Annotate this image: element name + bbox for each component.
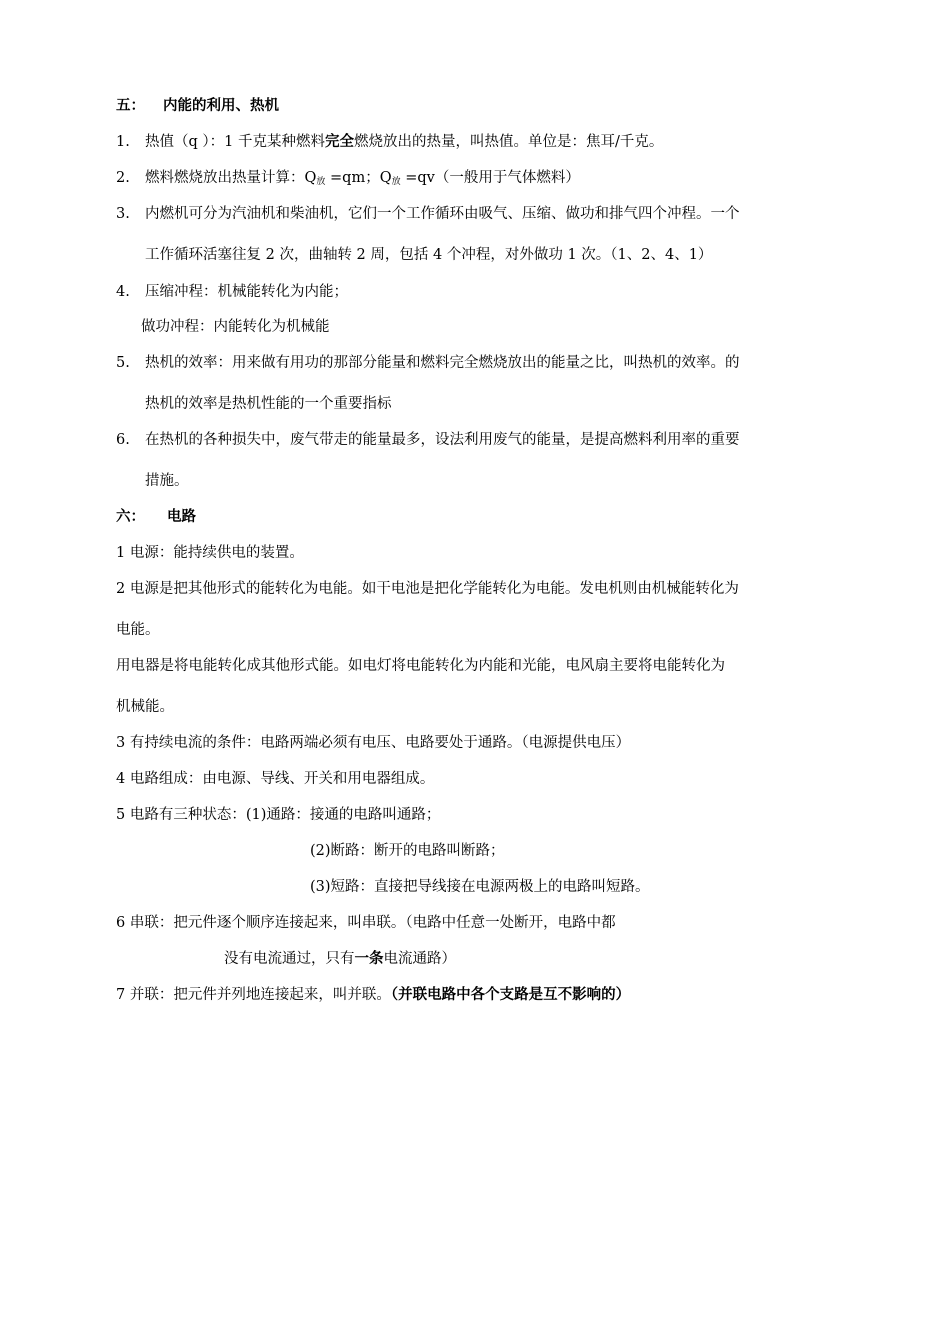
item-number: 6. [116,432,130,448]
item-1: 1. 热值（q ）：1 千克某种燃料完全燃烧放出的热量，叫热值。单位是：焦耳/千克。 [116,133,664,150]
paragraph-6: 5 电路有三种状态：(1)通路：接通的电路叫通路； [116,807,441,823]
paragraph-6-state-3: (3)短路：直接把导线接在电源两极上的电路叫短路。 [310,879,650,895]
paragraph-6-state-2: (2)断路：断开的电路叫断路； [310,843,505,859]
emphasis-text: 一条 [354,950,384,967]
item-3-continued: 工作循环活塞往复 2 次，曲轴转 2 周，包括 4 个冲程，对外做功 1 次。（1、2、4、1） [145,247,713,263]
item-4: 4. 压缩冲程：机械能转化为内能； [116,284,348,300]
item-number: 2. [116,170,130,186]
paragraph-1: 1 电源：能持续供电的装置。 [116,545,304,561]
item-number: 1. [116,134,130,150]
paragraph-2-continued: 电能。 [116,622,160,638]
paragraph-8: 7 并联：把元件并列地连接起来，叫并联。（并联电路中各个支路是互不影响的） [116,986,631,1003]
item-5-continued: 热机的效率是热机性能的一个重要指标 [145,396,392,412]
section-6-heading [116,508,196,526]
item-4-continued: 做功冲程：内能转化为机械能 [141,319,330,335]
item-5: 5. 热机的效率：用来做有用功的那部分能量和燃料完全燃烧放出的能量之比，叫热机的效率。的 [116,355,740,371]
section-5-number: 五： [116,97,145,114]
item-6: 6. 在热机的各种损失中，废气带走的能量最多，设法利用废气的能量，是提高燃料利用率的重要 [116,432,740,448]
paragraph-3: 用电器是将电能转化成其他形式能。如电灯将电能转化为内能和光能，电风扇主要将电能转化为 [116,658,725,674]
paragraph-3-continued: 机械能。 [116,699,174,715]
paragraph-2: 2 电源是把其他形式的能转化为电能。如干电池是把化学能转化为电能。发电机则由机械能转化为 [116,581,739,597]
item-number: 3. [116,206,130,222]
item-2: 2. 燃料燃烧放出热量计算：$Q_放 =qm$；$Q_放 =qv$（一般用于气体燃料） [116,170,580,187]
paragraph-5: 4 电路组成：由电源、导线、开关和用电器组成。 [116,771,435,787]
section-6-title: 电路 [167,508,196,525]
item-number: 4. [116,284,130,300]
paragraph-7: 6 串联：把元件逐个顺序连接起来，叫串联。（电路中任意一处断开，电路中都 [116,915,616,931]
item-number: 5. [116,355,130,371]
item-3: 3. 内燃机可分为汽油机和柴油机，它们一个工作循环由吸气、压缩、做功和排气四个冲程。一个 [116,206,740,222]
section-5-title: 内能的利用、热机 [163,97,279,114]
paragraph-7-continued: 没有电流通过，只有一条电流通路） [224,950,456,967]
emphasis-text: （并联电路中各个支路是互不影响的） [390,986,631,1003]
emphasis-text: 完全 [324,133,354,150]
section-6-number: 六： [116,508,145,525]
item-6-continued: 措施。 [145,473,189,489]
section-5-heading [116,97,279,115]
paragraph-4: 3 有持续电流的条件：电路两端必须有电压、电路要处于通路。（电源提供电压） [116,735,631,751]
